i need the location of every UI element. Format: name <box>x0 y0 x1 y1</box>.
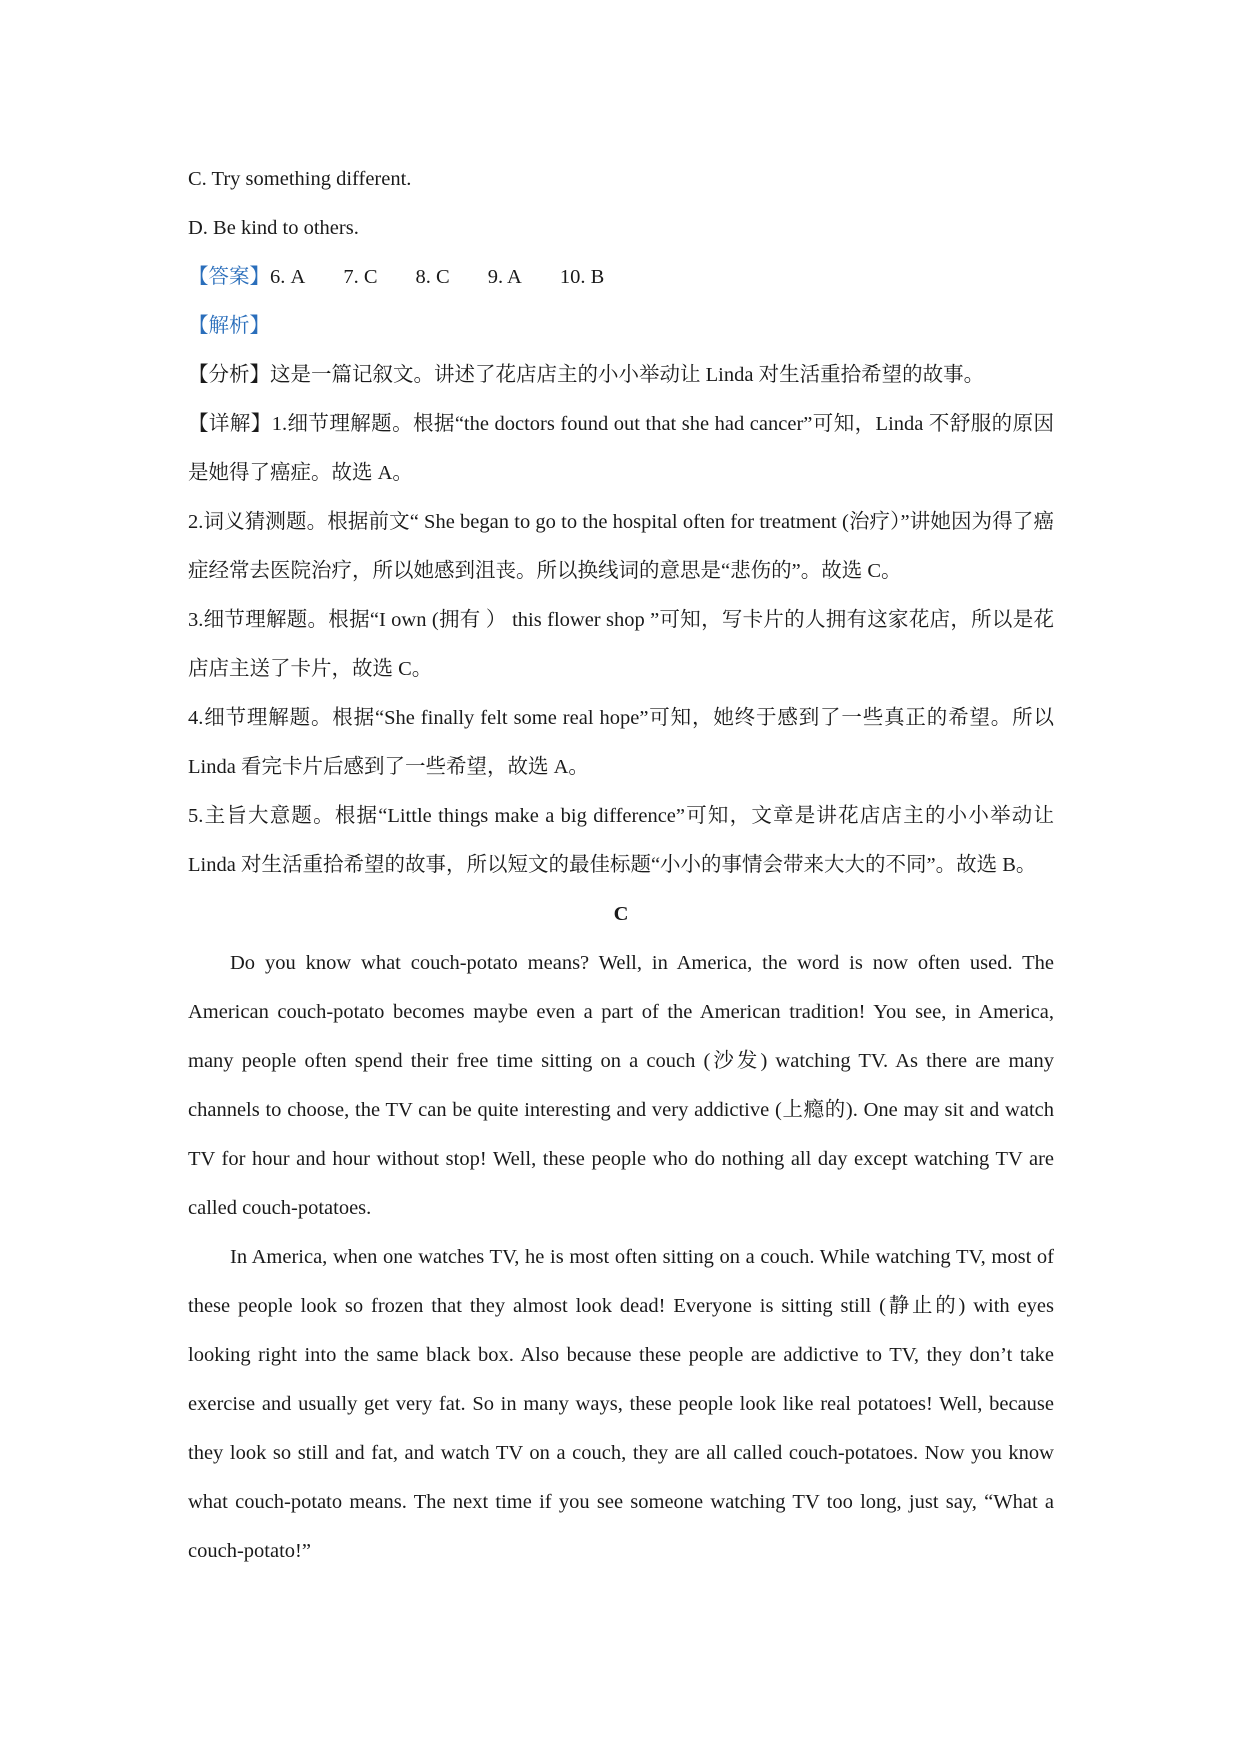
fenxi-label: 【分析】 <box>188 364 270 386</box>
answer-line <box>188 253 1054 302</box>
option-c: C. Try something different. <box>188 168 412 190</box>
analysis-label: 【解析】 <box>188 315 270 337</box>
xiangjie-text-1: 1.细节理解题。根据“the doctors found out that she had cancer”可知，Linda 不舒服的原因是她得了癌症。故选 A。 <box>188 413 1055 484</box>
xiangjie-paragraph-3: 3.细节理解题。根据“I own (拥有 ） this flower shop ”可知，写卡片的人拥有这家花店，所以是花店店主送了卡片，故选 C。 <box>188 609 1054 680</box>
answer-item: 7. C <box>343 266 378 288</box>
xiangjie-paragraph-5: 5.主旨大意题。根据“Little things make a big difference”可知，文章是讲花店店主的小小举动让 Linda 对生活重拾希望的故事，所以短文的最佳标题“小小的事情会带来大大的不同”。故选 B。 <box>188 805 1054 876</box>
fenxi-text: 这是一篇记叙文。讲述了花店店主的小小举动让 Linda 对生活重拾希望的故事。 <box>270 364 985 386</box>
option-d: D. Be kind to others. <box>188 217 359 239</box>
answer-label: 【答案】 <box>188 266 270 288</box>
answer-item: 10. B <box>559 266 605 288</box>
answer-item: 8. C <box>415 266 450 288</box>
xiangjie-paragraph-1 <box>188 400 1054 498</box>
document-page <box>188 155 1054 1576</box>
answer-item: 9. A <box>487 266 522 288</box>
xiangjie-label: 【详解】 <box>188 413 272 435</box>
section-title: C <box>613 903 629 925</box>
fenxi-line <box>188 351 1054 400</box>
xiangjie-paragraph-2: 2.词义猜测题。根据前文“ She began to go to the hospital often for treatment (治疗）”讲她因为得了癌症经常去医院治疗，所以她感到沮丧。所以换线词的意思是“悲伤的”。故选 C。 <box>188 511 1054 582</box>
passage-paragraph-2: In America, when one watches TV, he is most often sitting on a couch. While watching TV, most of these people look so frozen that they almost look dead! Everyone is sitting still (静止的) with eyes looking right into the same black box. Also because these people are addictive to TV, they don’t take exercise and usually get very fat. So in many ways, these people look like real potatoes! Well, because they look so still and fat, and watch TV on a couch, they are all called couch-potatoes. Now you know what couch-potato means. The next time if you see someone watching TV too long, just say, “What a couch-potato!” <box>188 1246 1054 1562</box>
passage-paragraph-1: Do you know what couch-potato means? Well, in America, the word is now often used. The American couch-potato becomes maybe even a part of the American tradition! You see, in America, many people often spend their free time sitting on a couch (沙发) watching TV. As there are many channels to choose, the TV can be quite interesting and very addictive (上瘾的). One may sit and watch TV for hour and hour without stop! Well, these people who do nothing all day except watching TV are called couch-potatoes. <box>188 952 1054 1219</box>
answer-item: 6. A <box>270 266 306 288</box>
xiangjie-paragraph-4: 4.细节理解题。根据“She finally felt some real hope”可知，她终于感到了一些真正的希望。所以 Linda 看完卡片后感到了一些希望，故选 A。 <box>188 707 1054 778</box>
